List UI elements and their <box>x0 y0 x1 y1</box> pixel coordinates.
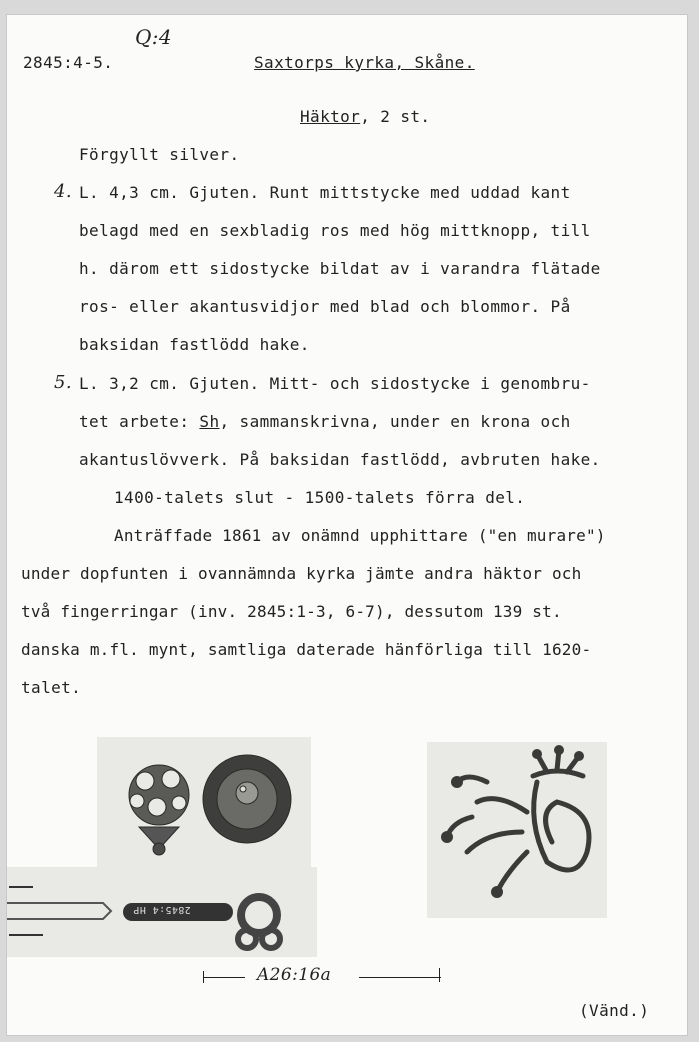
find-line-1: Anträffade 1861 av onämnd upphittare ("en murare") <box>114 526 606 545</box>
handwritten-note: Q:4 <box>135 25 173 49</box>
clasp-photo-3 <box>7 867 317 957</box>
dating-line: 1400-talets slut - 1500-talets förra del. <box>114 488 526 507</box>
inventory-number: 2845:4-5. <box>23 53 114 72</box>
openwork-clasp-image <box>427 742 607 918</box>
item-4-line-1: L. 4,3 cm. Gjuten. Runt mittstycke med uddad kant <box>79 183 571 202</box>
find-line-2: under dopfunten i ovannämnda kyrka jämte andra häktor och <box>21 564 582 583</box>
find-line-4: danska m.fl. mynt, samtliga daterade hänförliga till 1620- <box>21 640 592 659</box>
item-4-line-4: ros- eller akantusvidjor med blad och blommor. På <box>79 297 571 316</box>
clasp-inscription: 2845:4 HP <box>133 904 191 915</box>
item-5-number: 5. <box>54 372 72 393</box>
item-4-line-3: h. därom ett sidostycke bildat av i varandra flätade <box>79 259 601 278</box>
item-5-line-1: L. 3,2 cm. Gjuten. Mitt- och sidostycke i genombru- <box>79 374 591 393</box>
item-4-number: 4. <box>54 181 72 202</box>
item-5-line-3: akantuslövverk. På baksidan fastlödd, avbruten hake. <box>79 450 601 469</box>
object-title: Häktor, 2 st. <box>300 107 431 126</box>
turn-over-note: (Vänd.) <box>579 1001 650 1020</box>
item-4-line-5: baksidan fastlödd hake. <box>79 335 310 354</box>
item-5-line-2: tet arbete: Sh, sammanskrivna, under en krona och <box>79 412 571 431</box>
item-4-line-2: belagd med en sexbladig ros med hög mittknopp, till <box>79 221 591 240</box>
find-line-5: talet. <box>21 678 82 697</box>
photo-ref-tick-left <box>203 971 204 983</box>
catalog-card <box>6 14 688 1036</box>
photo-ref-tick-right <box>439 968 440 982</box>
clasp-photo-1 <box>97 737 311 869</box>
material-line: Förgyllt silver. <box>79 145 240 164</box>
clasp-photo-2 <box>427 742 607 918</box>
photo-ref-number: A26:16a <box>257 965 332 985</box>
find-line-3: två fingerringar (inv. 2845:1-3, 6-7), dessutom 139 st. <box>21 602 562 621</box>
rosette-clasp-image <box>97 737 311 869</box>
photo-ref-line-left <box>203 977 245 978</box>
monogram-sh: Sh <box>199 412 220 431</box>
location-title: Saxtorps kyrka, Skåne. <box>254 53 475 72</box>
photo-ref-line-right <box>359 977 441 978</box>
